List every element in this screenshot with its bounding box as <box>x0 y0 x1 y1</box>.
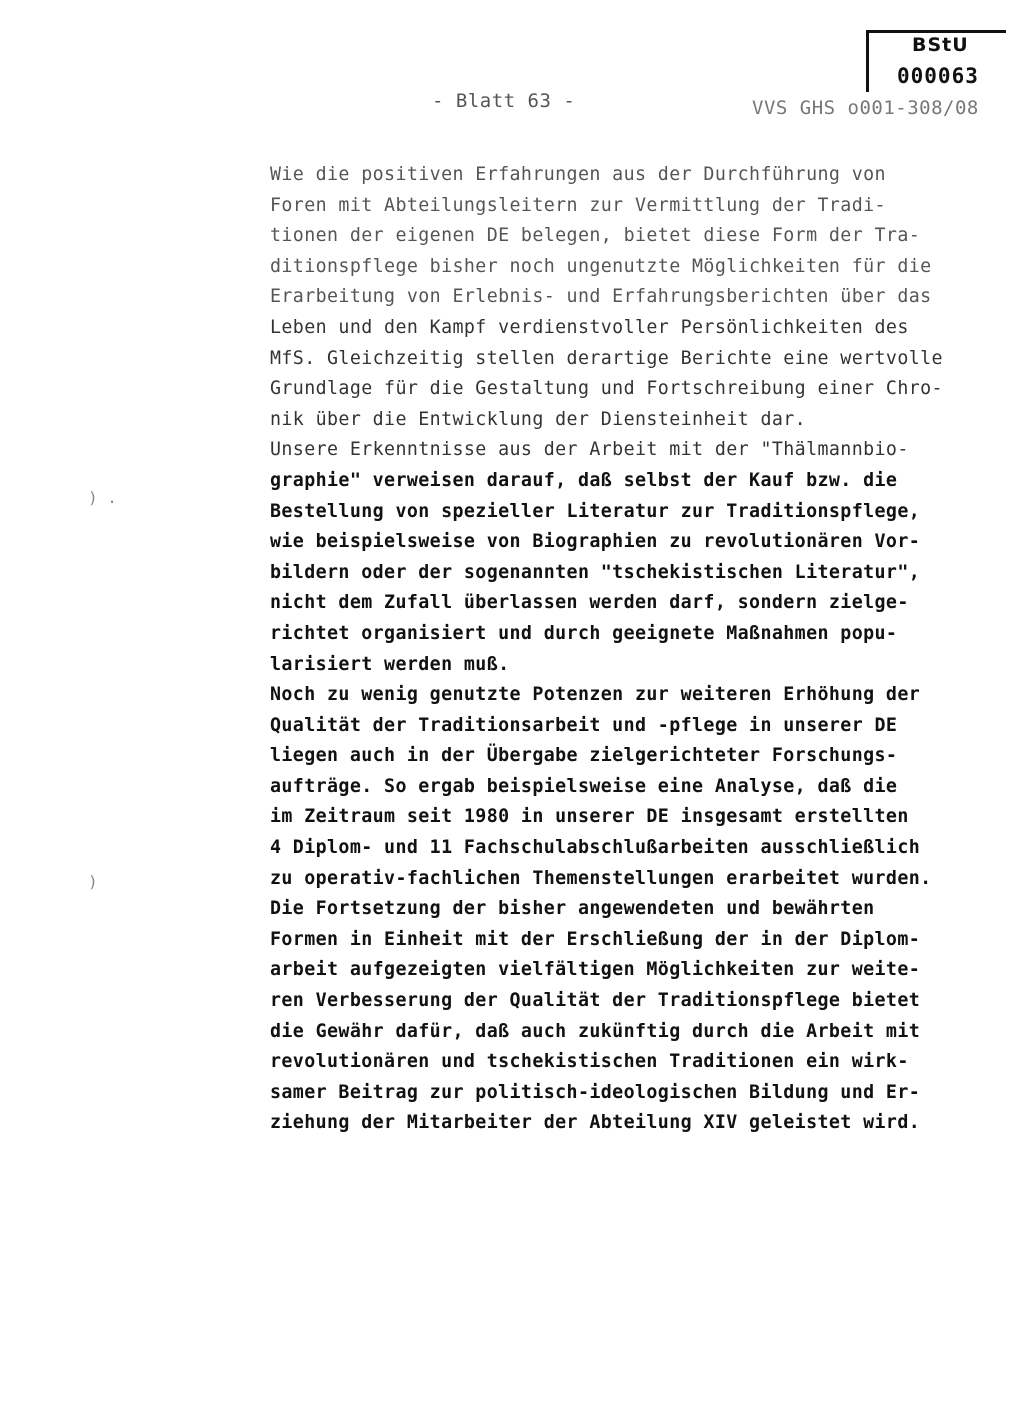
text-line: Foren mit Abteilungsleitern zur Vermittlung der Tradi- <box>270 194 886 216</box>
text-line: larisiert werden muß. <box>270 653 510 675</box>
text-line: samer Beitrag zur politisch-ideologischen Bildung und Er- <box>270 1081 921 1103</box>
text-line: Noch zu wenig genutzte Potenzen zur weiteren Erhöhung der <box>270 684 921 706</box>
text-line: 4 Diplom- und 11 Fachschulabschlußarbeiten ausschließlich <box>270 837 921 859</box>
text-line: ziehung der Mitarbeiter der Abteilung XIV geleistet wird. <box>270 1112 921 1134</box>
text-line: MfS. Gleichzeitig stellen derartige Berichte eine wertvolle <box>270 347 943 369</box>
text-line: Leben und den Kampf verdienstvoller Persönlichkeiten des <box>270 316 909 338</box>
margin-mark: ) <box>88 872 98 891</box>
text-line: im Zeitraum seit 1980 in unserer DE insgesamt erstellten <box>270 806 909 828</box>
text-line: richtet organisiert und durch geeignete Maßnahmen popu- <box>270 622 898 644</box>
text-line: nicht dem Zufall überlassen werden darf, sondern zielge- <box>270 592 909 614</box>
text-line: ren Verbesserung der Qualität der Traditionspflege bietet <box>270 990 921 1012</box>
margin-mark: ) . <box>88 488 117 507</box>
text-line: aufträge. So ergab beispielsweise eine Analyse, daß die <box>270 775 898 797</box>
text-line: Erarbeitung von Erlebnis- und Erfahrungsberichten über das <box>270 286 932 308</box>
text-line: bildern oder der sogenannten "tschekistischen Literatur", <box>270 561 921 583</box>
text-line: arbeit aufgezeigten vielfältigen Möglichkeiten zur weite- <box>270 959 921 981</box>
text-line: nik über die Entwicklung der Diensteinheit dar. <box>270 408 807 430</box>
page-label: - Blatt 63 - <box>432 90 576 112</box>
text-line: tionen der eigenen DE belegen, bietet diese Form der Tra- <box>270 225 921 247</box>
text-line: Grundlage für die Gestaltung und Fortschreibung einer Chro- <box>270 378 943 400</box>
text-line: wie beispielsweise von Biographien zu revolutionären Vor- <box>270 531 921 553</box>
archive-stamp-label: BStU <box>912 34 969 56</box>
archive-page-number: 000063 <box>897 64 979 88</box>
text-line: Die Fortsetzung der bisher angewendeten und bewährten <box>270 898 875 920</box>
text-line: zu operativ-fachlichen Themenstellungen erarbeitet wurden. <box>270 867 932 889</box>
text-line: graphie" verweisen darauf, daß selbst der Kauf bzw. die <box>270 469 898 491</box>
text-line: Formen in Einheit mit der Erschließung der in der Diplom- <box>270 928 921 950</box>
document-body <box>270 160 1000 1139</box>
document-reference: VVS GHS o001-308/08 <box>752 97 979 119</box>
text-line: die Gewähr dafür, daß auch zukünftig durch die Arbeit mit <box>270 1020 921 1042</box>
text-line: Unsere Erkenntnisse aus der Arbeit mit der "Thälmannbio- <box>270 439 909 461</box>
text-line: Bestellung von spezieller Literatur zur Traditionspflege, <box>270 500 921 522</box>
text-line: revolutionären und tschekistischen Traditionen ein wirk- <box>270 1051 909 1073</box>
text-line: ditionspflege bisher noch ungenutzte Möglichkeiten für die <box>270 255 932 277</box>
text-line: Wie die positiven Erfahrungen aus der Durchführung von <box>270 164 886 185</box>
text-line: Qualität der Traditionsarbeit und -pflege in unserer DE <box>270 714 898 736</box>
text-line: liegen auch in der Übergabe zielgerichteter Forschungs- <box>270 745 898 767</box>
